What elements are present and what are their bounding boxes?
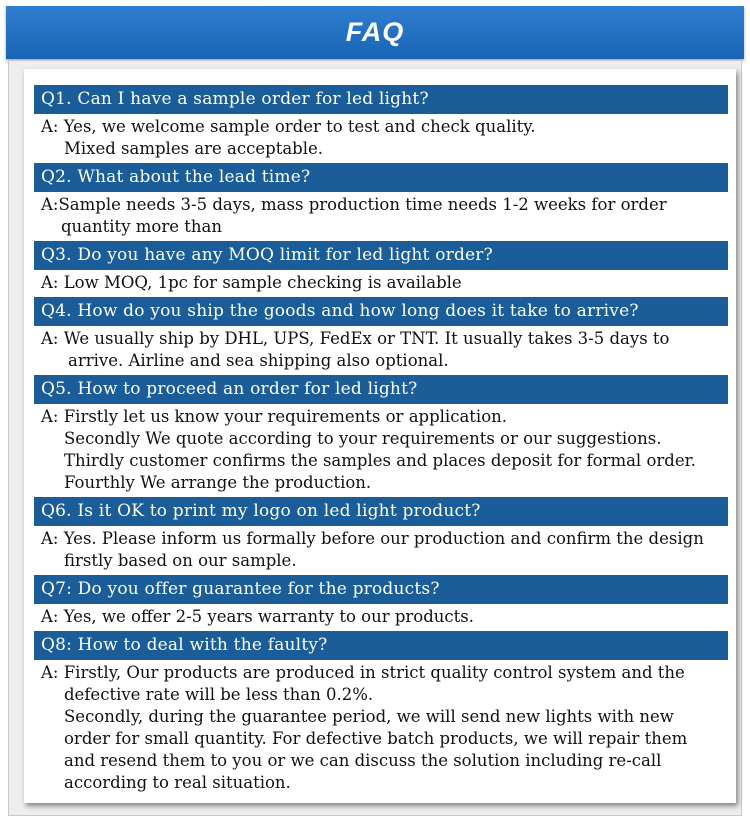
faq-banner: [6, 6, 744, 59]
answer-line: and resend them to you or we can discuss the solution including re-call: [64, 751, 662, 770]
faq-title: FAQ: [345, 17, 405, 47]
answer-line: A: Yes. Please inform us formally before our production and confirm the design: [41, 529, 704, 548]
answer-line: A: Yes, we welcome sample order to test and check quality.: [41, 117, 536, 136]
answer-line: A: Yes, we offer 2-5 years warranty to our products.: [41, 607, 474, 626]
answer-q5: [34, 404, 728, 497]
answer-line: order for small quantity. For defective batch products, we will repair them: [64, 729, 688, 748]
question-q7: Q7: Do you offer guarantee for the products?: [34, 575, 728, 604]
answer-line: arrive. Airline and sea shipping also optional.: [68, 351, 449, 370]
answer-line: defective rate will be less than 0.2%.: [64, 685, 374, 704]
answer-q3: [34, 270, 728, 297]
answer-q7: [34, 604, 728, 631]
question-q8: Q8: How to deal with the faulty?: [34, 631, 728, 660]
answer-line: quantity more than: [61, 217, 222, 236]
faq-panel: [24, 69, 736, 803]
question-q2: Q2. What about the lead time?: [34, 163, 728, 192]
answer-line: Mixed samples are acceptable.: [64, 139, 324, 158]
answer-line: A:Sample needs 3-5 days, mass production time needs 1-2 weeks for order: [41, 195, 667, 214]
answer-q2: [34, 192, 728, 241]
answer-line: Thirdly customer confirms the samples and places deposit for formal order.: [64, 451, 696, 470]
answer-line: A: We usually ship by DHL, UPS, FedEx or TNT. It usually takes 3-5 days to: [41, 329, 670, 348]
question-q4: Q4. How do you ship the goods and how long does it take to arrive?: [34, 297, 728, 326]
answer-q6: [34, 526, 728, 575]
faq-frame: [8, 60, 742, 816]
answer-line: firstly based on our sample.: [64, 551, 297, 570]
answer-q4: [34, 326, 728, 375]
answer-q8: [34, 660, 728, 797]
question-q6: Q6. Is it OK to print my logo on led light product?: [34, 497, 728, 526]
answer-line: according to real situation.: [64, 773, 291, 792]
faq-list: [34, 85, 728, 797]
answer-q1: [34, 114, 728, 163]
question-q3: Q3. Do you have any MOQ limit for led light order?: [34, 241, 728, 270]
answer-line: A: Low MOQ, 1pc for sample checking is available: [41, 273, 462, 292]
answer-line: A: Firstly, Our products are produced in strict quality control system and the: [41, 663, 685, 682]
answer-line: Fourthly We arrange the production.: [64, 473, 372, 492]
question-q5: Q5. How to proceed an order for led light?: [34, 375, 728, 404]
answer-line: Secondly, during the guarantee period, we will send new lights with new: [64, 707, 674, 726]
answer-line: Secondly We quote according to your requirements or our suggestions.: [64, 429, 662, 448]
question-q1: Q1. Can I have a sample order for led light?: [34, 85, 728, 114]
answer-line: A: Firstly let us know your requirements or application.: [41, 407, 507, 426]
